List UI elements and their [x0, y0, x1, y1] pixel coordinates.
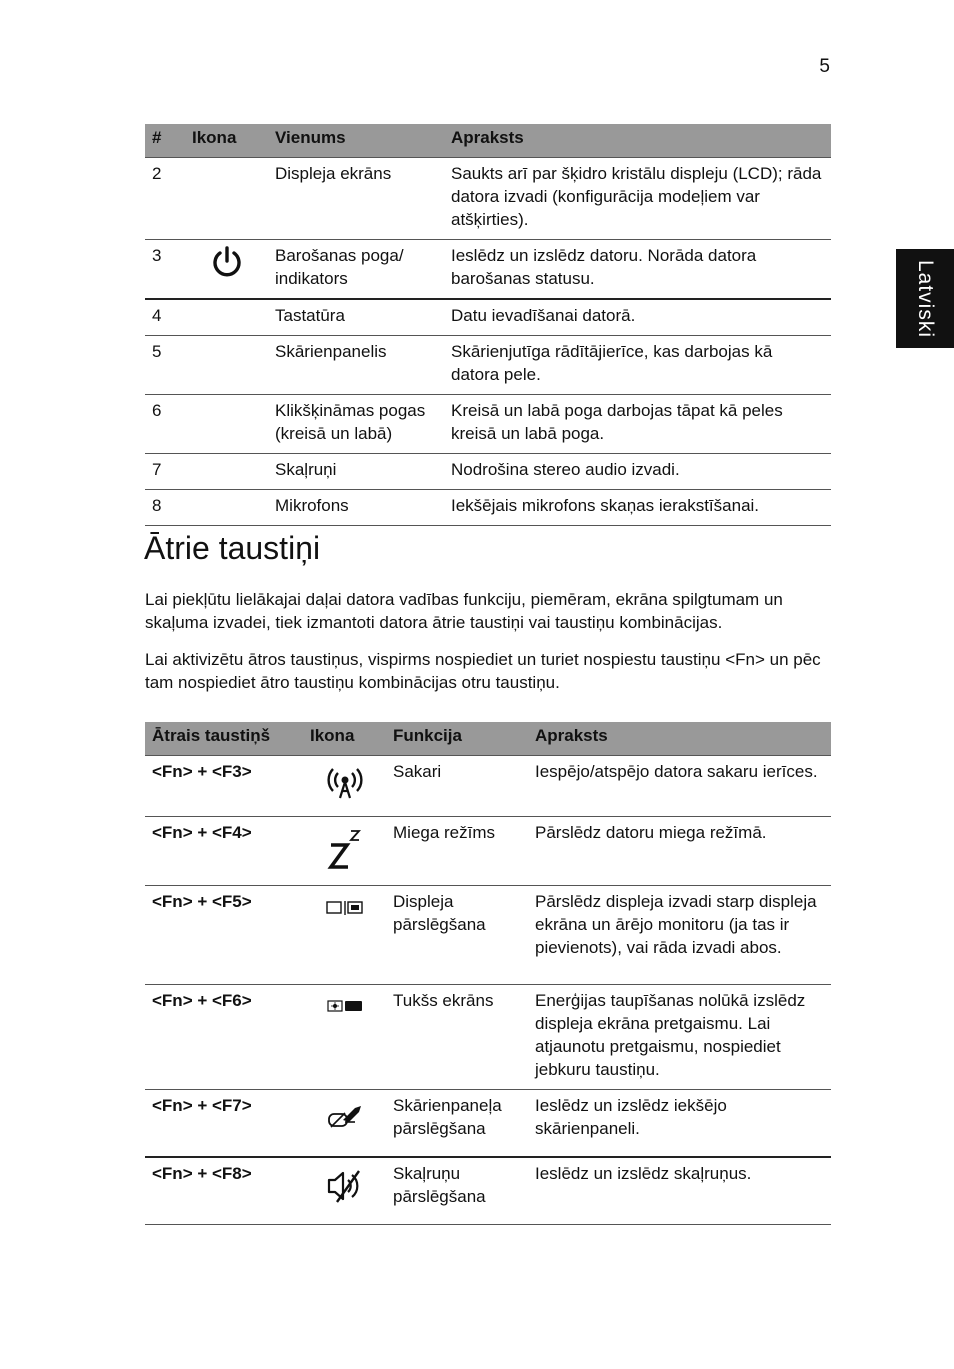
row-description: Kreisā un labā poga darbojas tāpat kā peles kreisā un labā poga.	[444, 395, 831, 454]
row-number: 4	[145, 299, 185, 336]
header-icon: Ikona	[185, 124, 268, 158]
row-icon-cell	[303, 1157, 386, 1225]
row-number: 8	[145, 490, 185, 526]
row-number: 6	[145, 395, 185, 454]
table-row	[145, 454, 831, 490]
row-function: Displeja pārslēgšana	[386, 886, 528, 985]
row-icon-cell	[185, 299, 268, 336]
touchpad-toggle-icon	[325, 1102, 365, 1130]
header-hotkey: Ātrais taustiņš	[145, 722, 303, 756]
screen-blank-icon	[326, 999, 364, 1013]
table-row	[145, 395, 831, 454]
row-item: Skārienpanelis	[268, 336, 444, 395]
row-item: Tastatūra	[268, 299, 444, 336]
row-function: Miega režīms	[386, 817, 528, 886]
table-row	[145, 985, 831, 1090]
row-description: Saukts arī par šķidro kristālu displeju (LCD); rāda datora izvadi (konfigurācija modeļiem var atšķirties).	[444, 158, 831, 240]
row-hotkey: <Fn> + <F7>	[145, 1090, 303, 1157]
wireless-icon	[325, 766, 365, 800]
table-row	[145, 240, 831, 300]
row-hotkey: <Fn> + <F8>	[145, 1157, 303, 1225]
row-function: Skārienpaneļa pārslēgšana	[386, 1090, 528, 1157]
language-side-tab	[896, 249, 954, 348]
row-description: Ieslēdz un izslēdz datoru. Norāda datora barošanas statusu.	[444, 240, 831, 300]
row-icon-cell	[185, 240, 268, 300]
row-function: Sakari	[386, 756, 528, 817]
table-row	[145, 756, 831, 817]
row-number: 2	[145, 158, 185, 240]
language-label: Latviski	[914, 259, 937, 338]
row-description: Iekšējais mikrofons skaņas ierakstīšanai.	[444, 490, 831, 526]
row-hotkey: <Fn> + <F3>	[145, 756, 303, 817]
table-row	[145, 1090, 831, 1157]
row-icon-cell	[303, 886, 386, 985]
row-hotkey: <Fn> + <F6>	[145, 985, 303, 1090]
header-description: Apraksts	[528, 722, 831, 756]
row-item: Mikrofons	[268, 490, 444, 526]
row-icon-cell	[185, 490, 268, 526]
section-title: Ātrie taustiņi	[144, 530, 321, 566]
page-number: 5	[819, 56, 830, 77]
row-description: Pārslēdz datoru miega režīmā.	[528, 817, 831, 886]
components-table	[145, 124, 831, 526]
header-item: Vienums	[268, 124, 444, 158]
row-number: 3	[145, 240, 185, 300]
table-row	[145, 299, 831, 336]
row-icon-cell	[185, 158, 268, 240]
header-description: Apraksts	[444, 124, 831, 158]
row-item: Klikšķināmas pogas (kreisā un labā)	[268, 395, 444, 454]
row-description: Iespējo/atspējo datora sakaru ierīces.	[528, 756, 831, 817]
row-item: Displeja ekrāns	[268, 158, 444, 240]
table-row	[145, 336, 831, 395]
row-icon-cell	[185, 336, 268, 395]
header-icon: Ikona	[303, 722, 386, 756]
table-row	[145, 490, 831, 526]
row-icon-cell	[185, 395, 268, 454]
row-icon-cell	[303, 1090, 386, 1157]
row-number: 7	[145, 454, 185, 490]
row-item: Skaļruņi	[268, 454, 444, 490]
paragraph: Lai piekļūtu lielākajai daļai datora vadības funkciju, piemēram, ekrāna spilgtumam un skaļuma izvadei, tiek izmantoti datora ātrie taustiņi vai taustiņu kombinācijas.	[145, 590, 783, 632]
speaker-toggle-icon	[326, 1168, 364, 1204]
row-item: Barošanas poga/ indikators	[268, 240, 444, 300]
display-toggle-icon	[326, 900, 364, 916]
table-row	[145, 158, 831, 240]
hotkeys-table	[145, 722, 831, 1225]
header-function: Funkcija	[386, 722, 528, 756]
row-function: Tukšs ekrāns	[386, 985, 528, 1090]
row-hotkey: <Fn> + <F4>	[145, 817, 303, 886]
row-description: Nodrošina stereo audio izvadi.	[444, 454, 831, 490]
row-icon-cell	[185, 454, 268, 490]
table-header-row	[145, 124, 831, 158]
table-row	[145, 817, 831, 886]
sleep-icon	[327, 827, 363, 871]
header-number: #	[145, 124, 185, 158]
row-hotkey: <Fn> + <F5>	[145, 886, 303, 985]
row-description: Ieslēdz un izslēdz skaļruņus.	[528, 1157, 831, 1225]
row-icon-cell	[303, 756, 386, 817]
table-row	[145, 886, 831, 985]
row-icon-cell	[303, 817, 386, 886]
row-function: Skaļruņu pārslēgšana	[386, 1157, 528, 1225]
paragraph: Lai aktivizētu ātros taustiņus, vispirms nospiediet un turiet nospiestu taustiņu <Fn> un pēc tam nospiediet ātro taustiņu kombinācijas otru taustiņu.	[145, 650, 821, 692]
table-row	[145, 1157, 831, 1225]
row-description: Pārslēdz displeja izvadi starp displeja ekrāna un ārējo monitoru (ja tas ir pievienots), vai rāda izvadi abos.	[528, 886, 831, 985]
row-description: Ieslēdz un izslēdz iekšējo skārienpaneli.	[528, 1090, 831, 1157]
table-header-row	[145, 722, 831, 756]
row-description: Skārienjutīga rādītājierīce, kas darbojas kā datora pele.	[444, 336, 831, 395]
row-number: 5	[145, 336, 185, 395]
row-description: Datu ievadīšanai datorā.	[444, 299, 831, 336]
power-icon	[209, 244, 245, 280]
row-icon-cell	[303, 985, 386, 1090]
row-description: Enerģijas taupīšanas nolūkā izslēdz displeja ekrāna pretgaismu. Lai atjaunotu pretgaismu, nospiediet jebkuru taustiņu.	[528, 985, 831, 1090]
